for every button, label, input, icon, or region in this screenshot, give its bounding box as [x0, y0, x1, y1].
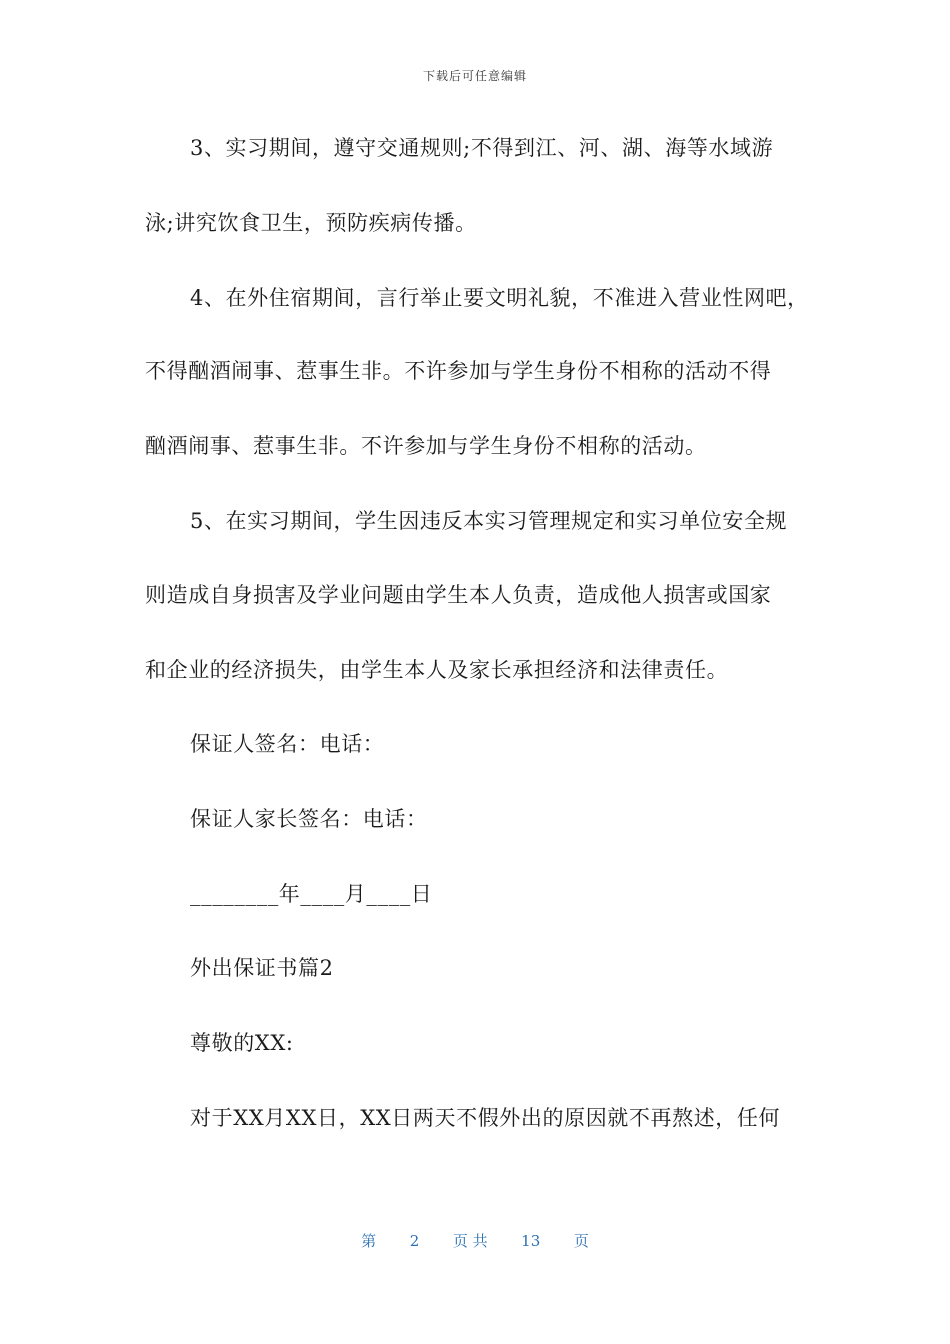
paragraph-line: 5、在实习期间，学生因违反本实习管理规定和实习单位安全规 — [190, 509, 788, 533]
salutation: 尊敬的XX: — [190, 1031, 294, 1055]
paragraph-line: 则造成自身损害及学业问题由学生本人负责，造成他人损害或国家 — [145, 583, 772, 607]
date-line: ________年____月____日 — [190, 882, 433, 906]
footer-prefix: 第 — [361, 1232, 377, 1250]
guarantor-signature-line: 保证人签名：电话： — [190, 732, 385, 756]
footer-page-number: 2 — [409, 1232, 420, 1250]
section-title: 外出保证书篇2 — [190, 956, 334, 980]
footer-total-pages: 13 — [521, 1232, 541, 1250]
paragraph-line: 3、实习期间，遵守交通规则;不得到江、河、湖、海等水域游 — [190, 136, 774, 160]
paragraph-line: 对于XX月XX日，XX日两天不假外出的原因就不再熬述，任何 — [190, 1106, 781, 1130]
paragraph-line: 4、在外住宿期间，言行举止要文明礼貌，不准进入营业性网吧， — [190, 286, 809, 310]
paragraph-line: 酗酒闹事、惹事生非。不许参加与学生身份不相称的活动。 — [145, 434, 707, 458]
header-note: 下载后可任意编辑 — [422, 69, 527, 83]
paragraph-line: 和企业的经济损失，由学生本人及家长承担经济和法律责任。 — [145, 658, 729, 682]
paragraph-line: 泳;讲究饮食卫生，预防疾病传播。 — [145, 211, 477, 235]
paragraph-line: 不得酗酒闹事、惹事生非。不许参加与学生身份不相称的活动不得 — [145, 359, 772, 383]
footer-suffix: 页 — [573, 1232, 589, 1250]
footer-middle: 页 共 — [452, 1232, 488, 1250]
parent-signature-line: 保证人家长签名：电话： — [190, 807, 428, 831]
page-footer — [0, 1230, 950, 1251]
